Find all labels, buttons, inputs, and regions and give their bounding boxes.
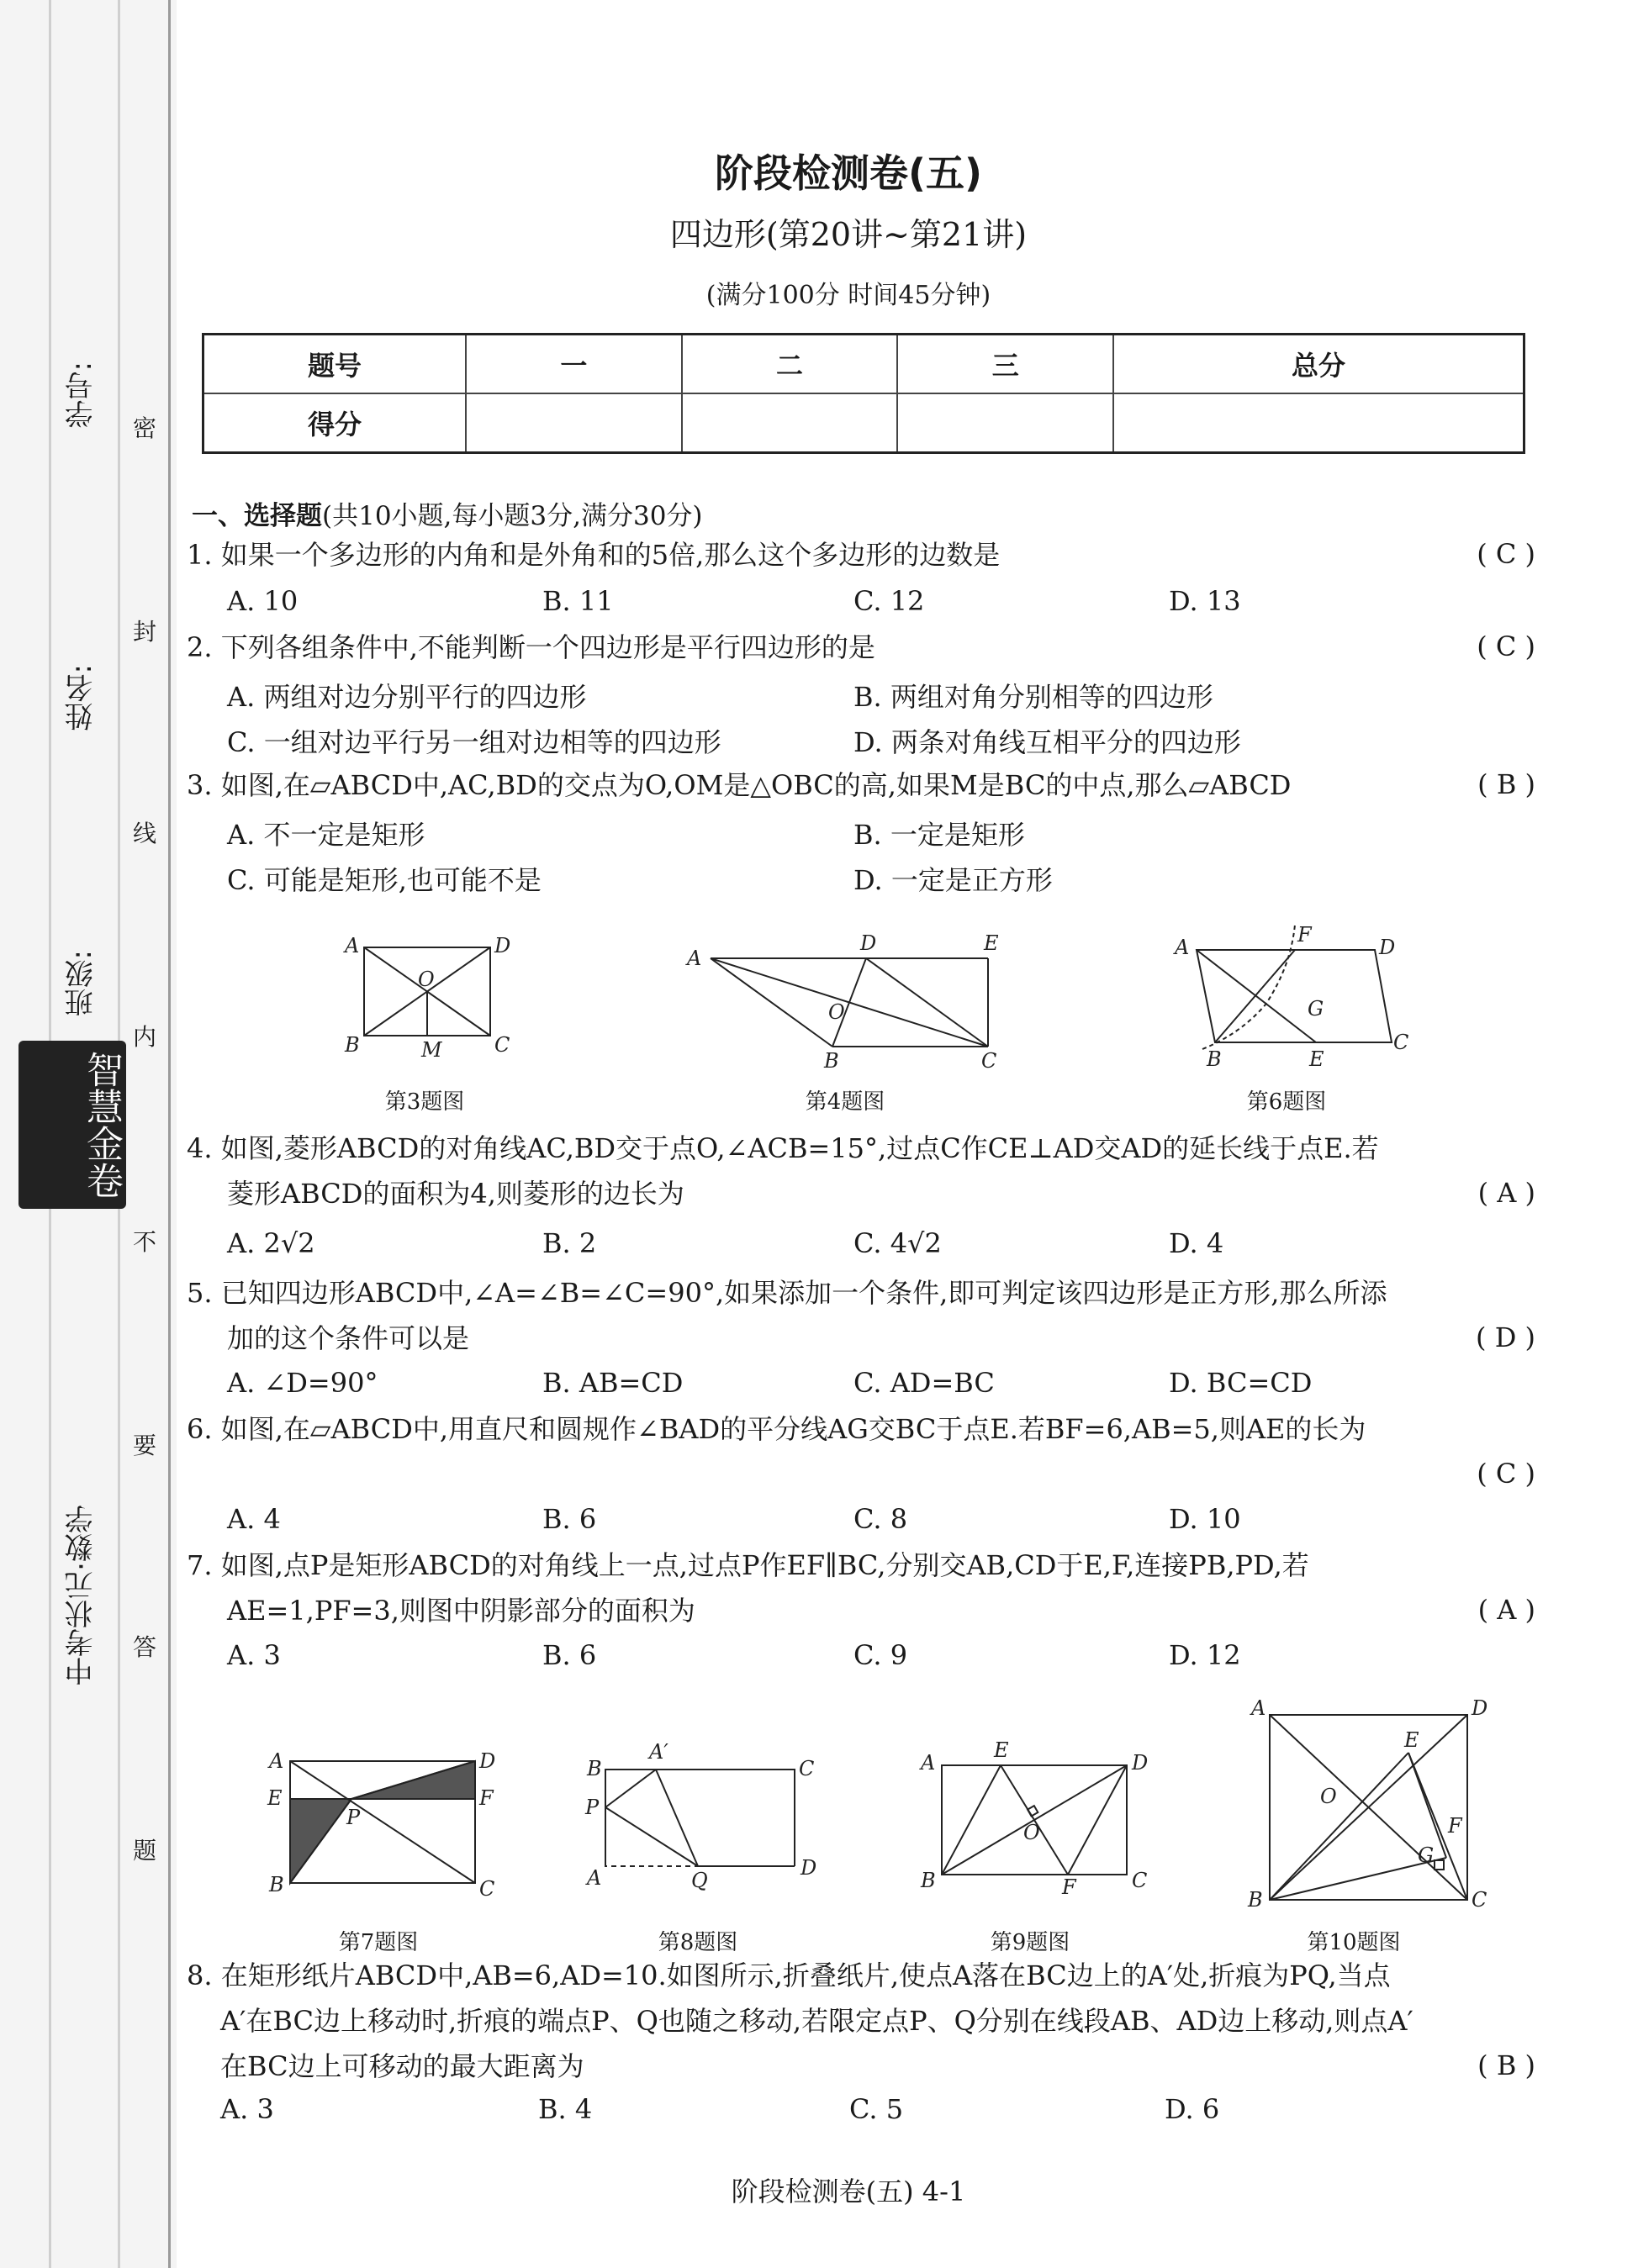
figure-caption: 第7题图 (338, 1930, 419, 1955)
question-7 (187, 1548, 1309, 1582)
seal-word: 封 (133, 618, 157, 646)
figure-8 (572, 1740, 824, 1900)
point-label: O (1320, 1785, 1337, 1808)
table-cell: 总分 (1113, 335, 1524, 394)
point-label: D (1132, 1751, 1149, 1775)
seal-word: 题 (133, 1837, 157, 1865)
seal-word: 线 (133, 820, 157, 847)
question-text: 在矩形纸片ABCD中,AB=6,AD=10.如图所示,折叠纸片,使点A落在BC边上的A′处,折痕为PQ,当点 (220, 1959, 1391, 1991)
option: C. 8 (853, 1503, 908, 1535)
point-label: B (921, 1869, 936, 1892)
option: C. 12 (853, 585, 925, 617)
brand-name: 中考状元·数学 (65, 1505, 98, 1685)
option: B. 2 (542, 1227, 597, 1259)
answer-7: ( A ) (1477, 1594, 1535, 1626)
point-label: A (1175, 936, 1190, 959)
point-label: B (824, 1049, 839, 1073)
question-number: 1. (187, 539, 213, 571)
question-number: 3. (187, 769, 213, 801)
question-text: 如图,在▱ABCD中,用直尺和圆规作∠BAD的平分线AG交BC于点E.若BF=6,AB=5,则AE的长为 (220, 1413, 1366, 1445)
option: C. 一组对边平行另一组对边相等的四边形 (227, 726, 721, 758)
point-label: O (418, 968, 435, 991)
question-7-line2: AE=1,PF=3,则图中阴影部分的面积为 (227, 1595, 695, 1627)
figure-10 (1236, 1690, 1497, 1912)
figure-3 (341, 929, 511, 1062)
seal-word: 密 (133, 414, 157, 442)
point-label: F (1448, 1814, 1462, 1838)
option: B. 6 (542, 1503, 597, 1535)
question-2 (187, 630, 875, 664)
point-label: A (587, 1866, 602, 1890)
option: A. 不一定是矩形 (227, 819, 425, 851)
point-label: B (587, 1757, 602, 1780)
question-text: 如图,点P是矩形ABCD的对角线上一点,过点P作EF∥BC,分别交AB,CD于E,F,连接PB,PD,若 (220, 1549, 1309, 1581)
figure-caption: 第9题图 (990, 1930, 1070, 1955)
point-label: A (269, 1749, 284, 1773)
student-name-label: 姓名: (65, 664, 98, 731)
option: D. 10 (1169, 1503, 1241, 1535)
question-8-line2: A′在BC边上移动时,折痕的端点P、Q也随之移动,若限定点P、Q分别在线段AB、AD边上移动,则点A′ (220, 2005, 1413, 2037)
answer-3: ( B ) (1477, 768, 1535, 800)
option: D. 两条对角线互相平分的四边形 (853, 726, 1241, 758)
point-label: B (1248, 1888, 1263, 1912)
point-label: M (421, 1038, 442, 1062)
exam-note: (满分100分 时间45分钟) (705, 281, 991, 310)
question-4 (187, 1131, 1379, 1165)
point-label: O (828, 1000, 845, 1024)
point-label: A (345, 934, 360, 957)
point-label: C (494, 1033, 510, 1057)
question-8-line3: 在BC边上可移动的最大距离为 (220, 2050, 584, 2082)
point-label: E (1309, 1047, 1324, 1071)
point-label: E (994, 1738, 1009, 1762)
point-label: D (801, 1856, 817, 1880)
option: A. 2√2 (227, 1227, 315, 1259)
point-label: F (479, 1786, 494, 1810)
point-label: D (494, 934, 511, 957)
point-label: C (479, 1877, 495, 1901)
option: C. 可能是矩形,也可能不是 (227, 864, 542, 896)
question-1 (187, 538, 1000, 572)
option: C. 5 (849, 2093, 904, 2125)
score-cell[interactable] (897, 393, 1113, 453)
question-text: 下列各组条件中,不能判断一个四边形是平行四边形的是 (220, 631, 875, 663)
question-number: 8. (187, 1959, 213, 1991)
point-label: C (1132, 1869, 1148, 1892)
point-label: G (1418, 1843, 1435, 1867)
question-number: 7. (187, 1549, 213, 1581)
score-cell[interactable] (1113, 393, 1524, 453)
question-3 (187, 768, 1291, 802)
question-6 (187, 1412, 1366, 1446)
table-cell: 二 (682, 335, 898, 394)
option: A. 两组对边分别平行的四边形 (227, 681, 587, 713)
answer-5: ( D ) (1476, 1321, 1535, 1353)
class-label: 班级: (65, 950, 98, 1017)
question-text: 如图,菱形ABCD的对角线AC,BD交于点O,∠ACB=15°,过点C作CE⊥AD交AD的延长线于点E.若 (220, 1132, 1379, 1164)
question-number: 6. (187, 1413, 213, 1445)
table-row (203, 335, 1524, 394)
point-label: A′ (649, 1740, 668, 1764)
point-label: P (585, 1796, 600, 1819)
point-label: O (1023, 1821, 1040, 1844)
figure-caption: 第4题图 (805, 1089, 885, 1115)
page-subtitle: 四边形(第20讲~第21讲) (669, 216, 1028, 253)
point-label: F (1062, 1875, 1076, 1899)
figure-7 (252, 1744, 505, 1900)
option: B. 11 (542, 585, 614, 617)
point-label: D (479, 1749, 496, 1773)
question-number: 5. (187, 1277, 213, 1309)
point-label: C (799, 1757, 815, 1780)
option: B. AB=CD (542, 1367, 684, 1399)
option: D. 6 (1165, 2093, 1220, 2125)
answer-4: ( A ) (1477, 1177, 1535, 1209)
page-title: 阶段检测卷(五) (714, 150, 983, 196)
point-label: D (1379, 936, 1396, 959)
option: B. 一定是矩形 (853, 819, 1025, 851)
score-cell[interactable] (466, 393, 682, 453)
option: C. 4√2 (853, 1227, 942, 1259)
option: A. 4 (227, 1503, 281, 1535)
answer-6: ( C ) (1477, 1458, 1535, 1490)
figure-caption: 第3题图 (384, 1089, 465, 1115)
question-number: 4. (187, 1132, 213, 1164)
table-cell: 题号 (203, 335, 467, 394)
point-label: G (1308, 997, 1324, 1021)
margin-rule (168, 0, 171, 2268)
question-5 (187, 1276, 1387, 1310)
point-label: B (269, 1873, 284, 1896)
question-4-line2: 菱形ABCD的面积为4,则菱形的边长为 (227, 1178, 684, 1210)
point-label: E (984, 931, 999, 955)
point-label: P (346, 1806, 361, 1829)
option: A. 3 (220, 2093, 274, 2125)
student-id-label: 学号: (65, 361, 98, 429)
question-text: 已知四边形ABCD中,∠A=∠B=∠C=90°,如果添加一个条件,即可判定该四边形是正方形,那么所添 (220, 1277, 1387, 1309)
option: A. ∠D=90° (227, 1367, 378, 1399)
table-row (203, 393, 1524, 453)
option: A. 10 (227, 585, 299, 617)
question-number: 2. (187, 631, 213, 663)
page-footer: 阶段检测卷(五) 4-1 (731, 2176, 966, 2207)
option: D. BC=CD (1169, 1367, 1313, 1399)
figure-caption: 第6题图 (1246, 1089, 1327, 1115)
point-label: F (1297, 923, 1312, 947)
option: D. 一定是正方形 (853, 864, 1053, 896)
table-cell: 一 (466, 335, 682, 394)
option: B. 6 (542, 1639, 597, 1671)
point-label: D (1472, 1696, 1488, 1720)
seal-word: 要 (133, 1432, 157, 1459)
point-label: A (687, 947, 702, 970)
answer-1: ( C ) (1477, 538, 1535, 570)
point-label: A (1251, 1696, 1266, 1720)
table-cell: 得分 (203, 393, 467, 453)
score-cell[interactable] (682, 393, 898, 453)
section-title: 一、选择题 (192, 501, 322, 531)
section-desc: (共10小题,每小题3分,满分30分) (322, 501, 703, 531)
point-label: C (1472, 1888, 1487, 1912)
seal-word: 答 (133, 1633, 157, 1661)
answer-8: ( B ) (1477, 2049, 1535, 2081)
option: C. 9 (853, 1639, 908, 1671)
table-cell: 三 (897, 335, 1113, 394)
point-label: E (1404, 1728, 1419, 1752)
point-label: B (1207, 1047, 1222, 1071)
figure-4 (677, 925, 1013, 1073)
point-label: E (267, 1786, 283, 1810)
option: B. 4 (538, 2093, 593, 2125)
figure-caption: 第10题图 (1307, 1930, 1401, 1955)
option: D. 13 (1169, 585, 1241, 617)
figure-9 (908, 1732, 1160, 1900)
section-heading (192, 494, 703, 532)
brand-logo: 智慧金卷 (18, 1041, 126, 1209)
question-text: 如果一个多边形的内角和是外角和的5倍,那么这个多边形的边数是 (220, 539, 1001, 571)
score-table (202, 333, 1525, 454)
point-label: B (345, 1033, 360, 1057)
point-label: A (921, 1751, 936, 1775)
question-text: 如图,在▱ABCD中,AC,BD的交点为O,OM是△OBC的高,如果M是BC的中点,那么▱ABCD (220, 769, 1292, 801)
point-label: C (1393, 1031, 1409, 1054)
option: A. 3 (227, 1639, 281, 1671)
option: B. 两组对角分别相等的四边形 (853, 681, 1213, 713)
option: D. 4 (1169, 1227, 1224, 1259)
figure-caption: 第8题图 (658, 1930, 738, 1955)
question-8 (187, 1959, 1391, 1992)
seal-word: 不 (133, 1228, 157, 1256)
point-label: D (860, 931, 877, 955)
option: C. AD=BC (853, 1367, 995, 1399)
point-label: C (981, 1049, 997, 1073)
question-5-line2: 加的这个条件可以是 (227, 1322, 470, 1354)
seal-word: 内 (133, 1023, 157, 1051)
answer-2: ( C ) (1477, 630, 1535, 662)
option: D. 12 (1169, 1639, 1241, 1671)
figure-6 (1173, 916, 1417, 1072)
point-label: Q (691, 1869, 708, 1892)
